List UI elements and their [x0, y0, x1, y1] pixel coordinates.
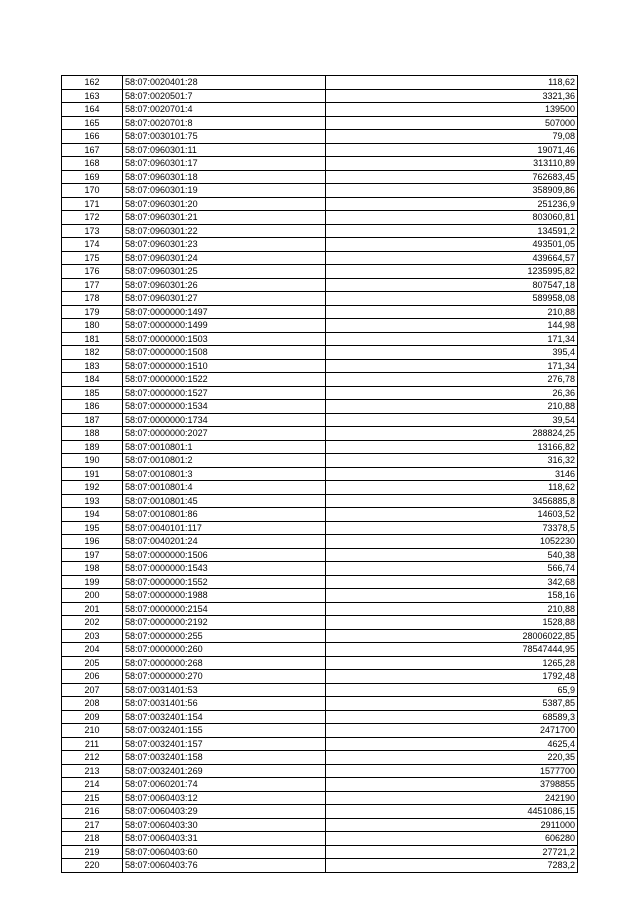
table-row: [62, 197, 578, 211]
value-cell: 288824,25: [326, 427, 578, 441]
row-number-cell: 206: [62, 670, 123, 684]
cadastral-number-cell: 58:07:0020701:8: [123, 116, 326, 130]
cadastral-number-cell: 58:07:0000000:1508: [123, 346, 326, 360]
row-number-cell: 180: [62, 319, 123, 333]
value-cell: 7283,2: [326, 859, 578, 873]
cadastral-number-cell: 58:07:0960301:19: [123, 184, 326, 198]
value-cell: 68589,3: [326, 710, 578, 724]
table-row: [62, 845, 578, 859]
cadastral-number-cell: 58:07:0020501:7: [123, 89, 326, 103]
row-number-cell: 211: [62, 737, 123, 751]
value-cell: 762683,45: [326, 170, 578, 184]
value-cell: 1235995,82: [326, 265, 578, 279]
row-number-cell: 178: [62, 292, 123, 306]
value-cell: 251236,9: [326, 197, 578, 211]
table-row: [62, 494, 578, 508]
table-row: [62, 764, 578, 778]
row-number-cell: 162: [62, 76, 123, 90]
table-row: [62, 616, 578, 630]
value-cell: 358909,86: [326, 184, 578, 198]
table-row: [62, 548, 578, 562]
table-row: [62, 832, 578, 846]
row-number-cell: 213: [62, 764, 123, 778]
cadastral-number-cell: 58:07:0960301:21: [123, 211, 326, 225]
value-cell: 606280: [326, 832, 578, 846]
row-number-cell: 219: [62, 845, 123, 859]
table-row: [62, 319, 578, 333]
value-cell: 439664,57: [326, 251, 578, 265]
cadastral-number-cell: 58:07:0000000:255: [123, 629, 326, 643]
cadastral-number-cell: 58:07:0032401:154: [123, 710, 326, 724]
cadastral-number-cell: 58:07:0000000:1510: [123, 359, 326, 373]
row-number-cell: 192: [62, 481, 123, 495]
value-cell: 220,35: [326, 751, 578, 765]
table-row: [62, 575, 578, 589]
cadastral-number-cell: 58:07:0000000:260: [123, 643, 326, 657]
table-row: [62, 818, 578, 832]
row-number-cell: 198: [62, 562, 123, 576]
cadastral-number-cell: 58:07:0960301:18: [123, 170, 326, 184]
row-number-cell: 184: [62, 373, 123, 387]
value-cell: 316,32: [326, 454, 578, 468]
cadastral-number-cell: 58:07:0000000:1988: [123, 589, 326, 603]
table-row: [62, 400, 578, 414]
row-number-cell: 169: [62, 170, 123, 184]
value-cell: 4625,4: [326, 737, 578, 751]
table-row: [62, 467, 578, 481]
value-cell: 242190: [326, 791, 578, 805]
table-row: [62, 454, 578, 468]
row-number-cell: 203: [62, 629, 123, 643]
table-row: [62, 521, 578, 535]
row-number-cell: 174: [62, 238, 123, 252]
table-row: [62, 89, 578, 103]
cadastral-number-cell: 58:07:0010801:1: [123, 440, 326, 454]
cadastral-number-cell: 58:07:0060403:31: [123, 832, 326, 846]
row-number-cell: 214: [62, 778, 123, 792]
table-row: [62, 238, 578, 252]
cadastral-number-cell: 58:07:0960301:25: [123, 265, 326, 279]
row-number-cell: 207: [62, 683, 123, 697]
table-row: [62, 305, 578, 319]
row-number-cell: 200: [62, 589, 123, 603]
cadastral-number-cell: 58:07:0010801:4: [123, 481, 326, 495]
value-cell: 276,78: [326, 373, 578, 387]
value-cell: 27721,2: [326, 845, 578, 859]
value-cell: 134591,2: [326, 224, 578, 238]
table-row: [62, 643, 578, 657]
value-cell: 342,68: [326, 575, 578, 589]
value-cell: 118,62: [326, 76, 578, 90]
row-number-cell: 194: [62, 508, 123, 522]
value-cell: 65,9: [326, 683, 578, 697]
table-row: [62, 670, 578, 684]
cadastral-number-cell: 58:07:0000000:1527: [123, 386, 326, 400]
value-cell: 39,54: [326, 413, 578, 427]
table-row: [62, 76, 578, 90]
table-row: [62, 697, 578, 711]
value-cell: 78547444,95: [326, 643, 578, 657]
cadastral-number-cell: 58:07:0960301:11: [123, 143, 326, 157]
cadastral-number-cell: 58:07:0000000:1534: [123, 400, 326, 414]
cadastral-number-cell: 58:07:0031401:56: [123, 697, 326, 711]
row-number-cell: 210: [62, 724, 123, 738]
row-number-cell: 195: [62, 521, 123, 535]
cadastral-number-cell: 58:07:0010801:2: [123, 454, 326, 468]
row-number-cell: 209: [62, 710, 123, 724]
table-row: [62, 629, 578, 643]
cadastral-number-cell: 58:07:0960301:17: [123, 157, 326, 171]
row-number-cell: 202: [62, 616, 123, 630]
value-cell: 171,34: [326, 332, 578, 346]
row-number-cell: 179: [62, 305, 123, 319]
row-number-cell: 201: [62, 602, 123, 616]
value-cell: 118,62: [326, 481, 578, 495]
table-body: [62, 76, 578, 873]
table-row: [62, 373, 578, 387]
table-row: [62, 292, 578, 306]
table-row: [62, 791, 578, 805]
value-cell: 1792,48: [326, 670, 578, 684]
cadastral-number-cell: 58:07:0000000:1499: [123, 319, 326, 333]
row-number-cell: 204: [62, 643, 123, 657]
table-row: [62, 130, 578, 144]
cadastral-number-cell: 58:07:0030101:75: [123, 130, 326, 144]
row-number-cell: 167: [62, 143, 123, 157]
row-number-cell: 175: [62, 251, 123, 265]
row-number-cell: 218: [62, 832, 123, 846]
cadastral-number-cell: 58:07:0000000:1543: [123, 562, 326, 576]
value-cell: 14603,52: [326, 508, 578, 522]
row-number-cell: 217: [62, 818, 123, 832]
row-number-cell: 187: [62, 413, 123, 427]
cadastral-number-cell: 58:07:0032401:269: [123, 764, 326, 778]
cadastral-number-cell: 58:07:0060201:74: [123, 778, 326, 792]
row-number-cell: 163: [62, 89, 123, 103]
value-cell: 589958,08: [326, 292, 578, 306]
value-cell: 2911000: [326, 818, 578, 832]
row-number-cell: 183: [62, 359, 123, 373]
row-number-cell: 182: [62, 346, 123, 360]
table-row: [62, 211, 578, 225]
value-cell: 5387,85: [326, 697, 578, 711]
value-cell: 313110,89: [326, 157, 578, 171]
table-row: [62, 737, 578, 751]
cadastral-number-cell: 58:07:0960301:24: [123, 251, 326, 265]
row-number-cell: 177: [62, 278, 123, 292]
row-number-cell: 176: [62, 265, 123, 279]
value-cell: 807547,18: [326, 278, 578, 292]
cadastral-number-cell: 58:07:0000000:270: [123, 670, 326, 684]
value-cell: 1577700: [326, 764, 578, 778]
table-row: [62, 184, 578, 198]
table-row: [62, 157, 578, 171]
cadastral-number-cell: 58:07:0000000:1522: [123, 373, 326, 387]
cadastral-number-cell: 58:07:0960301:27: [123, 292, 326, 306]
value-cell: 28006022,85: [326, 629, 578, 643]
row-number-cell: 215: [62, 791, 123, 805]
table-row: [62, 116, 578, 130]
value-cell: 158,16: [326, 589, 578, 603]
value-cell: 507000: [326, 116, 578, 130]
row-number-cell: 189: [62, 440, 123, 454]
table-row: [62, 656, 578, 670]
table-row: [62, 103, 578, 117]
cadastral-number-cell: 58:07:0000000:1552: [123, 575, 326, 589]
cadastral-number-cell: 58:07:0960301:22: [123, 224, 326, 238]
table-row: [62, 508, 578, 522]
cadastral-number-cell: 58:07:0060403:29: [123, 805, 326, 819]
cadastral-number-cell: 58:07:0000000:268: [123, 656, 326, 670]
cadastral-number-cell: 58:07:0960301:20: [123, 197, 326, 211]
value-cell: 803060,81: [326, 211, 578, 225]
row-number-cell: 166: [62, 130, 123, 144]
row-number-cell: 212: [62, 751, 123, 765]
row-number-cell: 188: [62, 427, 123, 441]
value-cell: 1265,28: [326, 656, 578, 670]
table-row: [62, 170, 578, 184]
value-cell: 79,08: [326, 130, 578, 144]
row-number-cell: 208: [62, 697, 123, 711]
row-number-cell: 199: [62, 575, 123, 589]
cadastral-number-cell: 58:07:0000000:1734: [123, 413, 326, 427]
value-cell: 73378,5: [326, 521, 578, 535]
row-number-cell: 168: [62, 157, 123, 171]
cadastral-number-cell: 58:07:0010801:3: [123, 467, 326, 481]
table-row: [62, 805, 578, 819]
cadastral-number-cell: 58:07:0000000:2027: [123, 427, 326, 441]
table-row: [62, 440, 578, 454]
value-cell: 3798855: [326, 778, 578, 792]
row-number-cell: 191: [62, 467, 123, 481]
row-number-cell: 205: [62, 656, 123, 670]
value-cell: 139500: [326, 103, 578, 117]
value-cell: 493501,05: [326, 238, 578, 252]
row-number-cell: 181: [62, 332, 123, 346]
cadastral-number-cell: 58:07:0010801:45: [123, 494, 326, 508]
value-cell: 3146: [326, 467, 578, 481]
value-cell: 3456885,8: [326, 494, 578, 508]
row-number-cell: 165: [62, 116, 123, 130]
cadastral-number-cell: 58:07:0032401:155: [123, 724, 326, 738]
table-row: [62, 751, 578, 765]
cadastral-number-cell: 58:07:0031401:53: [123, 683, 326, 697]
cadastral-number-cell: 58:07:0000000:1503: [123, 332, 326, 346]
cadastral-number-cell: 58:07:0040101:117: [123, 521, 326, 535]
table-row: [62, 332, 578, 346]
cadastral-number-cell: 58:07:0960301:23: [123, 238, 326, 252]
data-table: [61, 75, 578, 873]
table-row: [62, 710, 578, 724]
row-number-cell: 173: [62, 224, 123, 238]
table-row: [62, 683, 578, 697]
value-cell: 395,4: [326, 346, 578, 360]
table-row: [62, 143, 578, 157]
cadastral-number-cell: 58:07:0000000:2192: [123, 616, 326, 630]
row-number-cell: 164: [62, 103, 123, 117]
cadastral-number-cell: 58:07:0000000:2154: [123, 602, 326, 616]
table-row: [62, 278, 578, 292]
value-cell: 4451086,15: [326, 805, 578, 819]
table-row: [62, 859, 578, 873]
value-cell: 210,88: [326, 400, 578, 414]
cadastral-number-cell: 58:07:0000000:1497: [123, 305, 326, 319]
table-row: [62, 427, 578, 441]
value-cell: 210,88: [326, 305, 578, 319]
cadastral-number-cell: 58:07:0020401:28: [123, 76, 326, 90]
cadastral-number-cell: 58:07:0020701:4: [123, 103, 326, 117]
table-row: [62, 602, 578, 616]
row-number-cell: 193: [62, 494, 123, 508]
cadastral-number-cell: 58:07:0032401:158: [123, 751, 326, 765]
value-cell: 566,74: [326, 562, 578, 576]
cadastral-number-cell: 58:07:0060403:76: [123, 859, 326, 873]
table-row: [62, 778, 578, 792]
value-cell: 1528,88: [326, 616, 578, 630]
row-number-cell: 170: [62, 184, 123, 198]
table-row: [62, 535, 578, 549]
row-number-cell: 185: [62, 386, 123, 400]
value-cell: 171,34: [326, 359, 578, 373]
table-row: [62, 224, 578, 238]
value-cell: 144,98: [326, 319, 578, 333]
table-row: [62, 724, 578, 738]
value-cell: 1052230: [326, 535, 578, 549]
row-number-cell: 186: [62, 400, 123, 414]
row-number-cell: 220: [62, 859, 123, 873]
row-number-cell: 196: [62, 535, 123, 549]
table-row: [62, 346, 578, 360]
value-cell: 3321,36: [326, 89, 578, 103]
cadastral-number-cell: 58:07:0010801:86: [123, 508, 326, 522]
row-number-cell: 172: [62, 211, 123, 225]
table-row: [62, 481, 578, 495]
table-row: [62, 359, 578, 373]
row-number-cell: 171: [62, 197, 123, 211]
table-row: [62, 589, 578, 603]
value-cell: 210,88: [326, 602, 578, 616]
cadastral-number-cell: 58:07:0060403:60: [123, 845, 326, 859]
cadastral-number-cell: 58:07:0960301:26: [123, 278, 326, 292]
value-cell: 540,38: [326, 548, 578, 562]
cadastral-number-cell: 58:07:0060403:12: [123, 791, 326, 805]
cadastral-number-cell: 58:07:0032401:157: [123, 737, 326, 751]
cadastral-number-cell: 58:07:0060403:30: [123, 818, 326, 832]
value-cell: 26,36: [326, 386, 578, 400]
table-row: [62, 251, 578, 265]
table-row: [62, 413, 578, 427]
table-row: [62, 562, 578, 576]
cadastral-number-cell: 58:07:0040201:24: [123, 535, 326, 549]
row-number-cell: 190: [62, 454, 123, 468]
value-cell: 19071,46: [326, 143, 578, 157]
value-cell: 13166,82: [326, 440, 578, 454]
value-cell: 2471700: [326, 724, 578, 738]
table-row: [62, 386, 578, 400]
table-row: [62, 265, 578, 279]
row-number-cell: 197: [62, 548, 123, 562]
row-number-cell: 216: [62, 805, 123, 819]
cadastral-number-cell: 58:07:0000000:1506: [123, 548, 326, 562]
